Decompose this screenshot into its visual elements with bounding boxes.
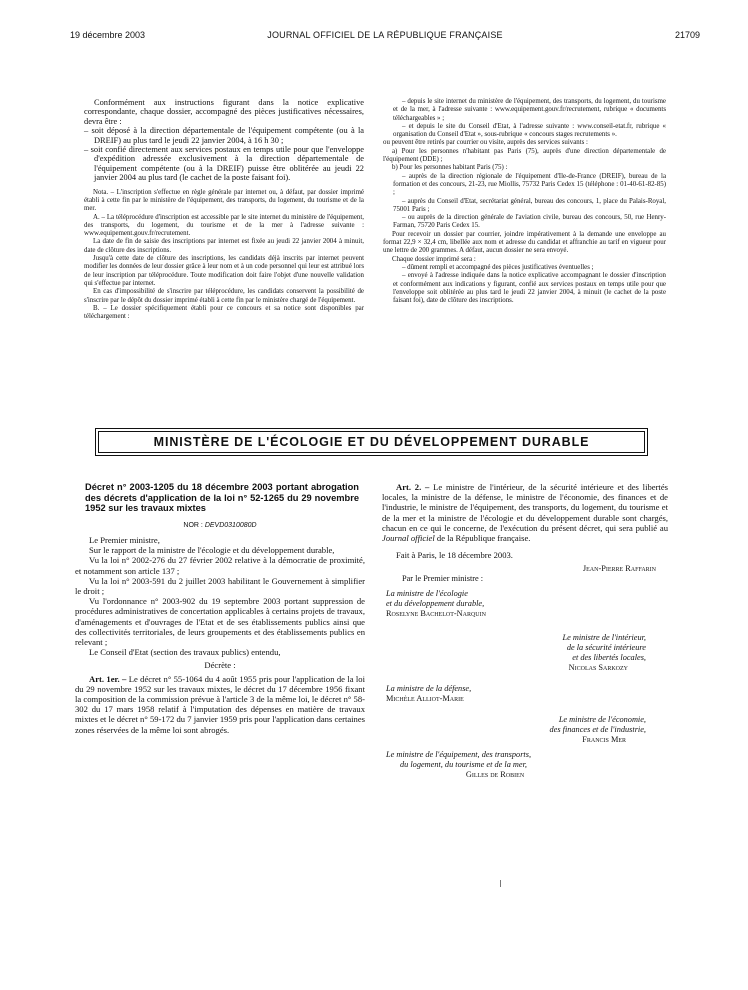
title-line: et des libertés locales,: [572, 653, 646, 663]
paragraph: Vu l'ordonnance n° 2003-902 du 19 septembre 2003 portant suppression de procédures administratives de concertation applicables à certains projets de travaux, d'aménagements et d'ouvrages de l'Etat et de ses établissements publics ainsi que des collectivités territoriales, de leurs groupements et des établissements publics en relevant ;: [75, 596, 365, 648]
dash-item: – auprès de la direction régionale de l'équipement d'Ile-de-France (DREIF), bureau de la formation et des concours, 21-23, rue Miollis, 75732 Paris Cedex 15 (téléphone : 01-40-61-82-85) ;: [393, 172, 666, 197]
title-line: La ministre de la défense,: [386, 684, 472, 694]
nota-paragraph: En cas d'impossibilité de s'inscrire par téléprocédure, les candidats conservent la possibilité de s'inscrire par le dépôt du dossier imprimé établi à cette fin par le ministère chargé de l'équipement.: [84, 288, 364, 304]
signature-economy: [382, 715, 668, 735]
page-header: [70, 30, 700, 44]
done-at: Fait à Paris, le 18 décembre 2003.: [396, 550, 513, 561]
article-1-text: Le décret n° 55-1064 du 4 août 1955 pris pour l'application de la loi du 29 novembre 1952 sur les travaux mixtes, le décret du 17 décembre 1956 fixant la composition de la commission prévue à l'article 3 de la même loi, le décret n° 58-302 du 17 mars 1958 relatif à l'imputation des dépenses en matière de travaux mixtes et le décret n° 59-172 du 7 janvier 1959 pris pour l'application dans certaines zones réservées de la même loi sont abrogés.: [75, 673, 365, 735]
title-line: du logement, du tourisme et de la mer,: [400, 760, 527, 770]
dash-item: – ou auprès de la direction générale de l'aviation civile, bureau des concours, 50, rue Henry-Farman, 75720 Paris Cedex 15.: [393, 214, 666, 230]
article-1-label: Art. 1er. –: [89, 673, 127, 684]
decree-title: Décret n° 2003-1205 du 18 décembre 2003 portant abrogation des décrets d'application de la loi n° 52-1265 du 29 novembre 1952 sur les travaux mixtes: [85, 482, 359, 514]
paragraph: Sur le rapport de la ministre de l'écologie et du développement durable,: [89, 545, 335, 556]
article-1: [75, 674, 365, 735]
paragraph: Vu la loi n° 2003-591 du 2 juillet 2003 habilitant le Gouvernement à simplifier le droit ;: [75, 575, 365, 596]
page-mark: [500, 880, 501, 887]
paragraph: Le Premier ministre,: [89, 534, 160, 545]
signature-interior: [382, 633, 668, 663]
journal-officiel-ref: Journal officiel: [382, 533, 435, 544]
title-line: Le ministre de l'intérieur,: [562, 633, 646, 643]
nor-reference: [75, 521, 365, 531]
signatures: [382, 564, 668, 780]
title-line: de la sécurité intérieure: [566, 643, 646, 653]
paragraph: Vu la loi n° 2002-276 du 27 février 2002 relative à la démocratie de proximité, et notamment son article 137 ;: [75, 555, 365, 576]
nota-paragraph: Nota. – L'inscription s'effectue en règle générale par internet ou, à défaut, par dossier imprimé établi à cette fin par le ministère de l'équipement, des transports, du logement, du tourisme et de la mer.: [84, 188, 364, 213]
dash-item: – depuis le site internet du ministère de l'équipement, des transports, du logement, du tourisme et de la mer, à l'adresse suivante : www.equipement.gouv.fr/recrutement, rubrique « documents téléchargeables » ;: [393, 98, 666, 122]
signature-ecology: [382, 589, 668, 609]
decree-left-column: [75, 482, 365, 735]
signature-defense: [382, 684, 668, 694]
name-equipment: Gilles de Robien: [465, 770, 525, 780]
paragraph: Pour recevoir un dossier par courrier, joindre impérativement à la demande une enveloppe au format 22,9 × 32,4 cm, libellée aux nom et adresse du candidat et affranchie au tarif en vigueur pour une lettre de 200 grammes. A défaut, aucun dossier ne sera envoyé.: [383, 230, 666, 255]
title-line: La ministre de l'écologie: [386, 589, 468, 599]
paragraph: ou peuvent être retirés par courrier ou visite, auprès des services suivants :: [383, 139, 588, 147]
nor-label: NOR :: [183, 521, 203, 529]
nota-paragraph: A. – La téléprocédure d'inscription est accessible par le site internet du ministère de l'équipement, des transports, du logement, du tourisme et de la mer à l'adresse suivante : www.equipement.gouv.fr/recrutement.: [84, 213, 364, 238]
paragraph: Conformément aux instructions figurant dans la notice explicative correspondante, chaque dossier, accompagné des pièces justificatives nécessaires, devra être :: [84, 98, 364, 126]
decree-right-column: [382, 482, 668, 780]
paragraph: b) Pour les personnes habitant Paris (75) :: [392, 164, 508, 172]
signature-equipment: [382, 750, 668, 770]
name-economy: Francis Mer: [582, 735, 626, 745]
nota-paragraph: La date de fin de saisie des inscriptions par internet est fixée au jeudi 22 janvier 2004 à minuit, date de clôture des inscriptions.: [84, 238, 364, 254]
article-2: [382, 482, 668, 543]
nota-paragraph: B. – Le dossier spécifiquement établi pour ce concours et sa notice sont disponibles par téléchargement :: [84, 304, 364, 321]
header-journal-title: JOURNAL OFFICIEL DE LA RÉPUBLIQUE FRANÇAISE: [267, 30, 503, 40]
by-pm: Par le Premier ministre :: [402, 574, 484, 584]
dash-item: – dûment rempli et accompagné des pièces justificatives éventuelles ;: [402, 263, 594, 271]
name-interior: Nicolas Sarkozy: [568, 663, 628, 673]
article-2-text-end: de la République française.: [436, 533, 531, 544]
article-2-text: Le ministre de l'intérieur, de la sécurité intérieure et des libertés locales, la ministre de la défense, le ministre de l'économie, des finances et de l'industrie, le ministre de l'équipement, des transports, du logement, du tourisme et de la mer et la ministre de l'écologie et du développement durable sont chargés, chacun en ce qui le concerne, de l'exécution du présent décret, qui sera publié au: [382, 482, 668, 533]
title-line: et du développement durable,: [386, 599, 485, 609]
dash-item: – envoyé à l'adresse indiquée dans la notice explicative accompagnant le dossier d'inscription et conformément aux indications y figurant, confié aux services postaux en temps utile pour que l'enveloppe soit oblitérée au plus tard le jeudi 22 janvier 2004, à minuit (le cachet de la poste faisant foi), date de clôture des inscriptions.: [393, 272, 666, 305]
paragraph: Le Conseil d'Etat (section des travaux publics) entendu,: [89, 647, 281, 658]
dash-item: – soit déposé à la direction départementale de l'équipement compétente (ou à la DREIF) au plus tard le jeudi 22 janvier 2004, à 16 h 30 ;: [84, 126, 364, 145]
dash-item: – et depuis le site du Conseil d'Etat, à l'adresse suivante : www.conseil-etat.fr, rubrique « organisation du Conseil d'Etat », sous-rubrique « concours stages recrutements ».: [393, 122, 666, 139]
decrete-line: Décrète :: [204, 660, 236, 671]
title-line: Le ministre de l'économie,: [558, 715, 646, 725]
nota-block: [84, 189, 364, 322]
nota-paragraph: Jusqu'à cette date de clôture des inscriptions, les candidats déjà inscrits par internet peuvent modifier les données de leur dossier grâce à leur nom et à un code personnel qui leur est attribué lors de leur inscription par téléprocédure. Toute modification doit faire l'objet d'une nouvelle validation qui s'effectue par internet.: [84, 255, 364, 287]
top-left-column: [84, 98, 364, 321]
paragraph: a) Pour les personnes n'habitant pas Paris (75), auprès d'une direction départementale de l'équipement (DDE) ;: [383, 147, 666, 164]
article-2-label: Art. 2. –: [396, 482, 430, 492]
header-page-number: 21709: [674, 30, 700, 40]
title-line: des finances et de l'industrie,: [549, 725, 646, 735]
ministry-heading: MINISTÈRE DE L'ÉCOLOGIE ET DU DÉVELOPPEMENT DURABLE: [98, 431, 645, 453]
name-defense: Michèle Alliot-Marie: [386, 694, 464, 704]
paragraph: Chaque dossier imprimé sera :: [392, 255, 476, 263]
name-ecology: Roselyne Bachelot-Narquin: [386, 609, 486, 619]
dash-item: – auprès du Conseil d'Etat, secrétariat général, bureau des concours, 1, place du Palais-Royal, 75001 Paris ;: [393, 197, 666, 213]
dash-item: – soit confié directement aux services postaux en temps utile pour que l'enveloppe d'expédition adressée exclusivement à la direction départementale de l'équipement compétente (ou à la DREIF) puisse être oblitérée au jeudi 22 janvier 2004 au plus tard (le cachet de la poste faisant foi).: [84, 145, 364, 183]
nor-code: DEVD0310080D: [204, 521, 257, 529]
signature-pm: Jean-Pierre Raffarin: [582, 564, 656, 574]
title-line: Le ministre de l'équipement, des transports,: [386, 750, 532, 760]
top-right-column: [383, 98, 666, 305]
header-date: 19 décembre 2003: [70, 30, 146, 40]
